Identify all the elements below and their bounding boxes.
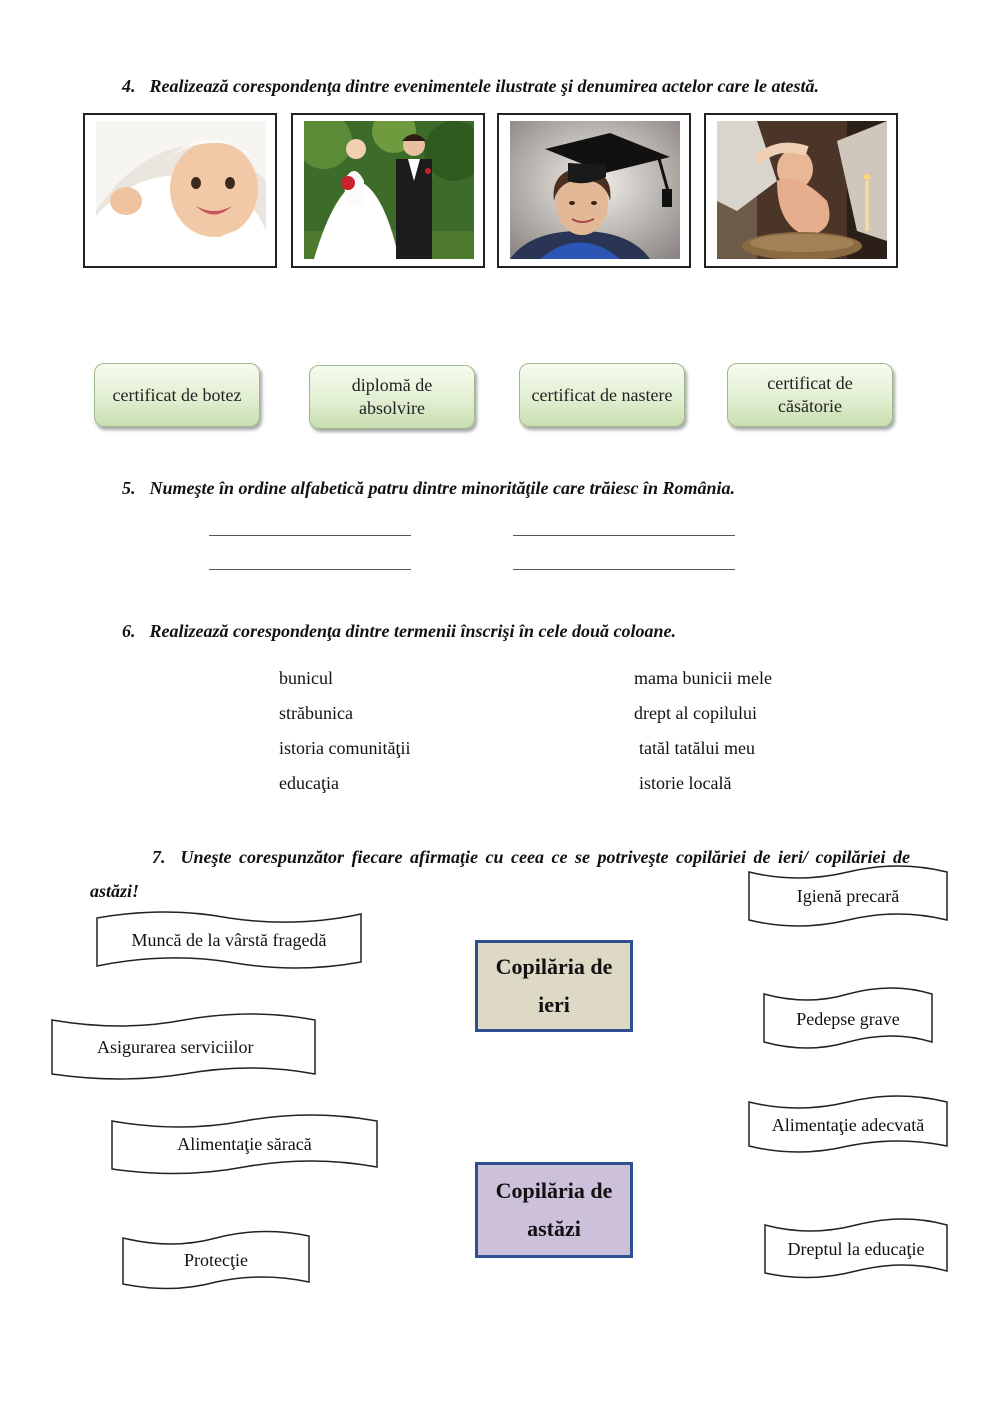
document-label: certificat de căsătorie [767, 373, 853, 416]
question-5-number: 5. [122, 478, 136, 498]
banner-dreptul[interactable] [764, 1219, 948, 1279]
box-label: Copilăria de ieri [495, 954, 613, 1017]
banner-alimentatie-adecvata[interactable] [748, 1096, 948, 1154]
question-6 [122, 621, 676, 642]
wedding-photo-icon [304, 121, 474, 259]
photo-frame-wedding[interactable] [291, 113, 485, 268]
answer-blank-3[interactable] [209, 569, 411, 570]
banner-asigurarea[interactable] [51, 1012, 316, 1082]
question-5 [122, 478, 735, 499]
graduation-photo-icon [510, 121, 680, 259]
photo-frame-baby[interactable] [83, 113, 277, 268]
answer-blank-2[interactable] [513, 535, 735, 536]
banner-label: Alimentaţie adecvată [771, 1114, 925, 1135]
question-6-text: Realizează corespondenţa dintre termenii înscrişi în cele două coloane. [149, 621, 676, 641]
term-left-3[interactable]: istoria comunităţii [279, 738, 411, 758]
question-7-number: 7. [152, 847, 166, 867]
banner-label: Alimentaţie săracă [177, 1133, 312, 1154]
banner-label: Pedepse grave [796, 1008, 900, 1029]
question-4-text: Realizează corespondenţa dintre evenimentele ilustrate şi denumirea actelor care le atestă. [149, 76, 819, 96]
document-label: diplomă de absolvire [351, 375, 433, 418]
term-left-4[interactable]: educaţia [279, 773, 339, 793]
banner-label: Muncă de la vârstă fragedă [131, 929, 327, 950]
term-right-4[interactable]: istorie locală [639, 773, 732, 793]
banner-munca[interactable] [96, 910, 362, 970]
document-pill-diploma[interactable] [309, 365, 475, 429]
document-pill-casatorie[interactable] [727, 363, 893, 427]
document-pill-nastere[interactable] [519, 363, 685, 427]
document-label: certificat de nastere [531, 384, 673, 405]
term-left-2[interactable]: străbunica [279, 703, 353, 723]
question-6-number: 6. [122, 621, 136, 641]
term-left-1[interactable]: bunicul [279, 668, 333, 688]
banner-label: Asigurarea serviciilor [97, 1036, 254, 1057]
banner-label: Dreptul la educaţie [787, 1238, 925, 1259]
question-5-text: Numeşte în ordine alfabetică patru dintre minorităţile care trăiesc în România. [149, 478, 736, 498]
photo-frame-baptism[interactable] [704, 113, 898, 268]
photo-frame-graduation[interactable] [497, 113, 691, 268]
banner-alimentatie-saraca[interactable] [111, 1113, 378, 1175]
box-label: Copilăria de astăzi [495, 1178, 613, 1241]
box-copilaria-de-ieri[interactable] [475, 940, 633, 1032]
document-pill-botez[interactable] [94, 363, 260, 427]
baptism-photo-icon [717, 121, 887, 259]
term-right-2[interactable]: drept al copilului [634, 703, 757, 723]
banner-label: Igienă precară [796, 885, 900, 906]
term-right-1[interactable]: mama bunicii mele [634, 668, 772, 688]
baby-photo-icon [96, 121, 266, 259]
answer-blank-1[interactable] [209, 535, 411, 536]
banner-label: Protecţie [184, 1249, 248, 1270]
answer-blank-4[interactable] [513, 569, 735, 570]
term-right-3[interactable]: tatăl tatălui meu [639, 738, 755, 758]
banner-pedepse[interactable] [763, 988, 933, 1050]
banner-igiena[interactable] [748, 866, 948, 926]
question-7-text: Uneşte corespunzător fiecare afirmaţie cu ceea ce se potriveşte copilăriei de ieri/ copilăriei de astăzi! [90, 847, 910, 901]
box-copilaria-de-astazi[interactable] [475, 1162, 633, 1258]
question-4-number: 4. [122, 76, 136, 96]
banner-protectie[interactable] [122, 1230, 310, 1290]
document-label: certificat de botez [112, 384, 242, 405]
question-4 [122, 76, 819, 97]
